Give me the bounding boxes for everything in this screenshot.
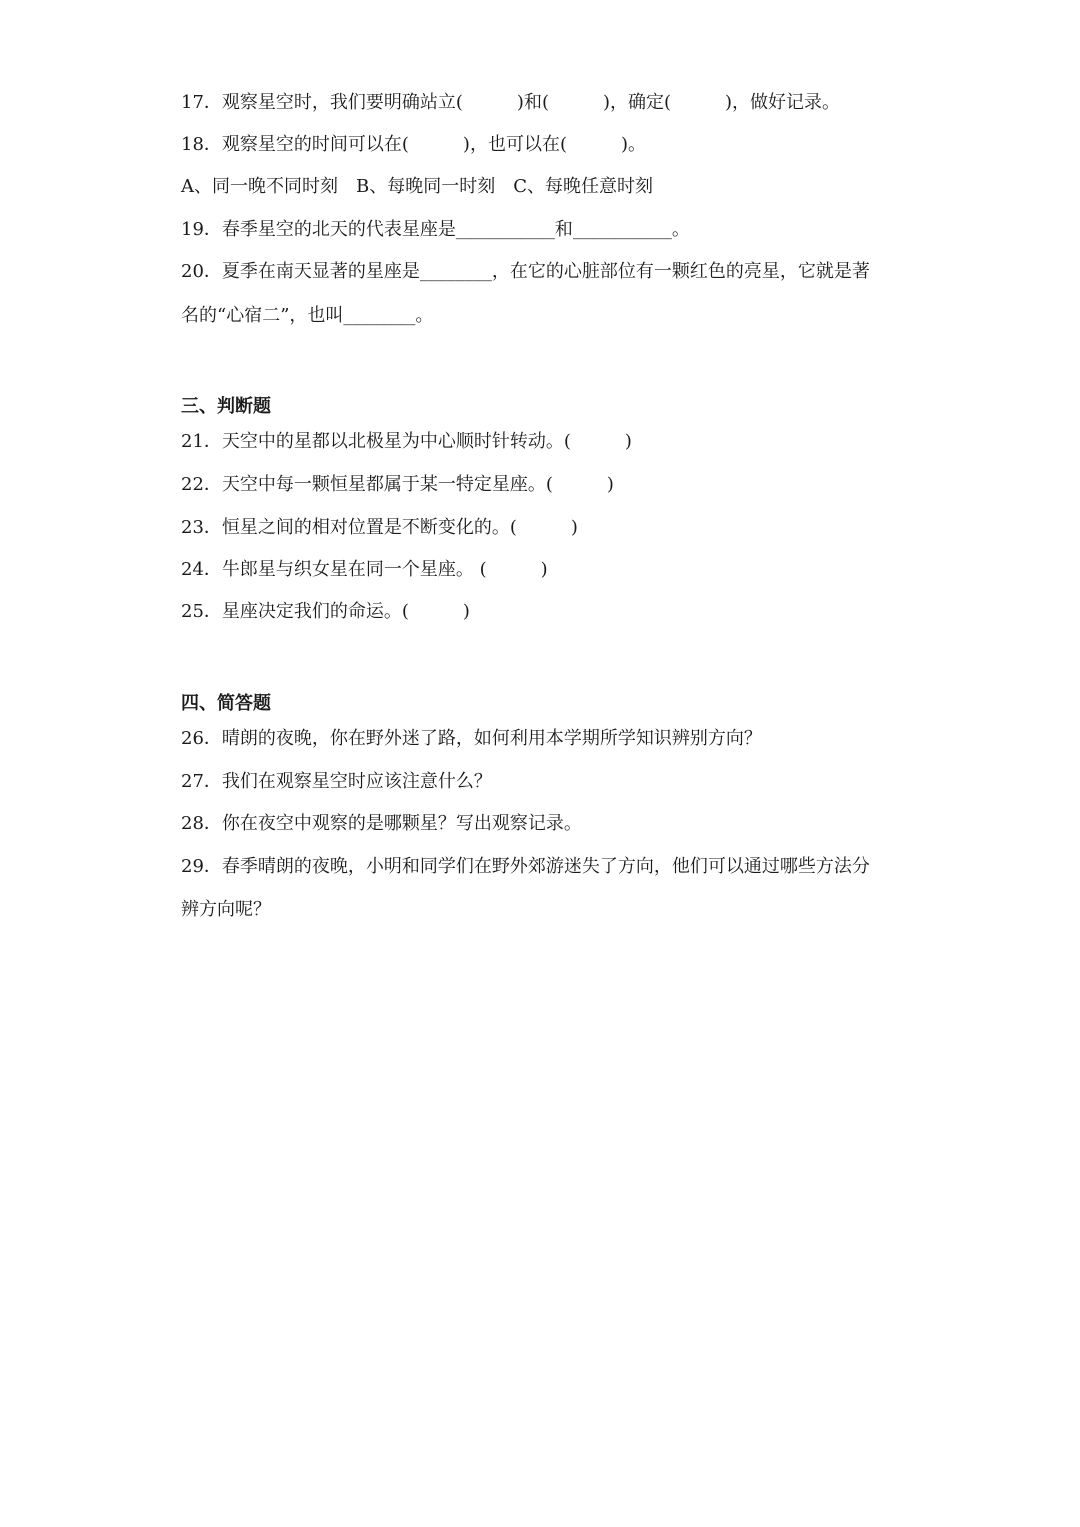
section-heading-judgment: 三、判断题	[181, 396, 271, 417]
question-20-line1: 20．夏季在南天显著的星座是________，在它的心脏部位有一颗红色的亮星，它就是著	[181, 261, 870, 282]
question-17: 17．观察星空时，我们要明确站立( )和( )，确定( )，做好记录。	[181, 92, 841, 113]
question-18: 18．观察星空的时间可以在( )，也可以在( )。	[181, 134, 646, 155]
question-20-line2: 名的“心宿二”，也叫________。	[181, 305, 434, 326]
question-19: 19．春季星空的北天的代表星座是___________和___________。	[181, 219, 690, 240]
question-26: 26．晴朗的夜晚，你在野外迷了路，如何利用本学期所学知识辨别方向？	[181, 728, 762, 749]
question-22: 22．天空中每一颗恒星都属于某一特定星座。( )	[181, 474, 614, 495]
question-27: 27．我们在观察星空时应该注意什么？	[181, 771, 492, 792]
section-heading-short-answer: 四、简答题	[181, 693, 271, 714]
question-18-options: A、同一晚不同时刻 B、每晚同一时刻 C、每晚任意时刻	[181, 176, 653, 197]
question-28: 28．你在夜空中观察的是哪颗星？写出观察记录。	[181, 813, 582, 834]
question-25: 25．星座决定我们的命运。( )	[181, 601, 470, 622]
question-29-line1: 29．春季晴朗的夜晚，小明和同学们在野外郊游迷失了方向，他们可以通过哪些方法分	[181, 856, 870, 877]
question-24: 24．牛郎星与织女星在同一个星座。 ( )	[181, 559, 548, 580]
question-21: 21．天空中的星都以北极星为中心顺时针转动。( )	[181, 431, 632, 452]
question-29-line2: 辨方向呢？	[181, 899, 271, 920]
question-23: 23．恒星之间的相对位置是不断变化的。( )	[181, 517, 578, 538]
